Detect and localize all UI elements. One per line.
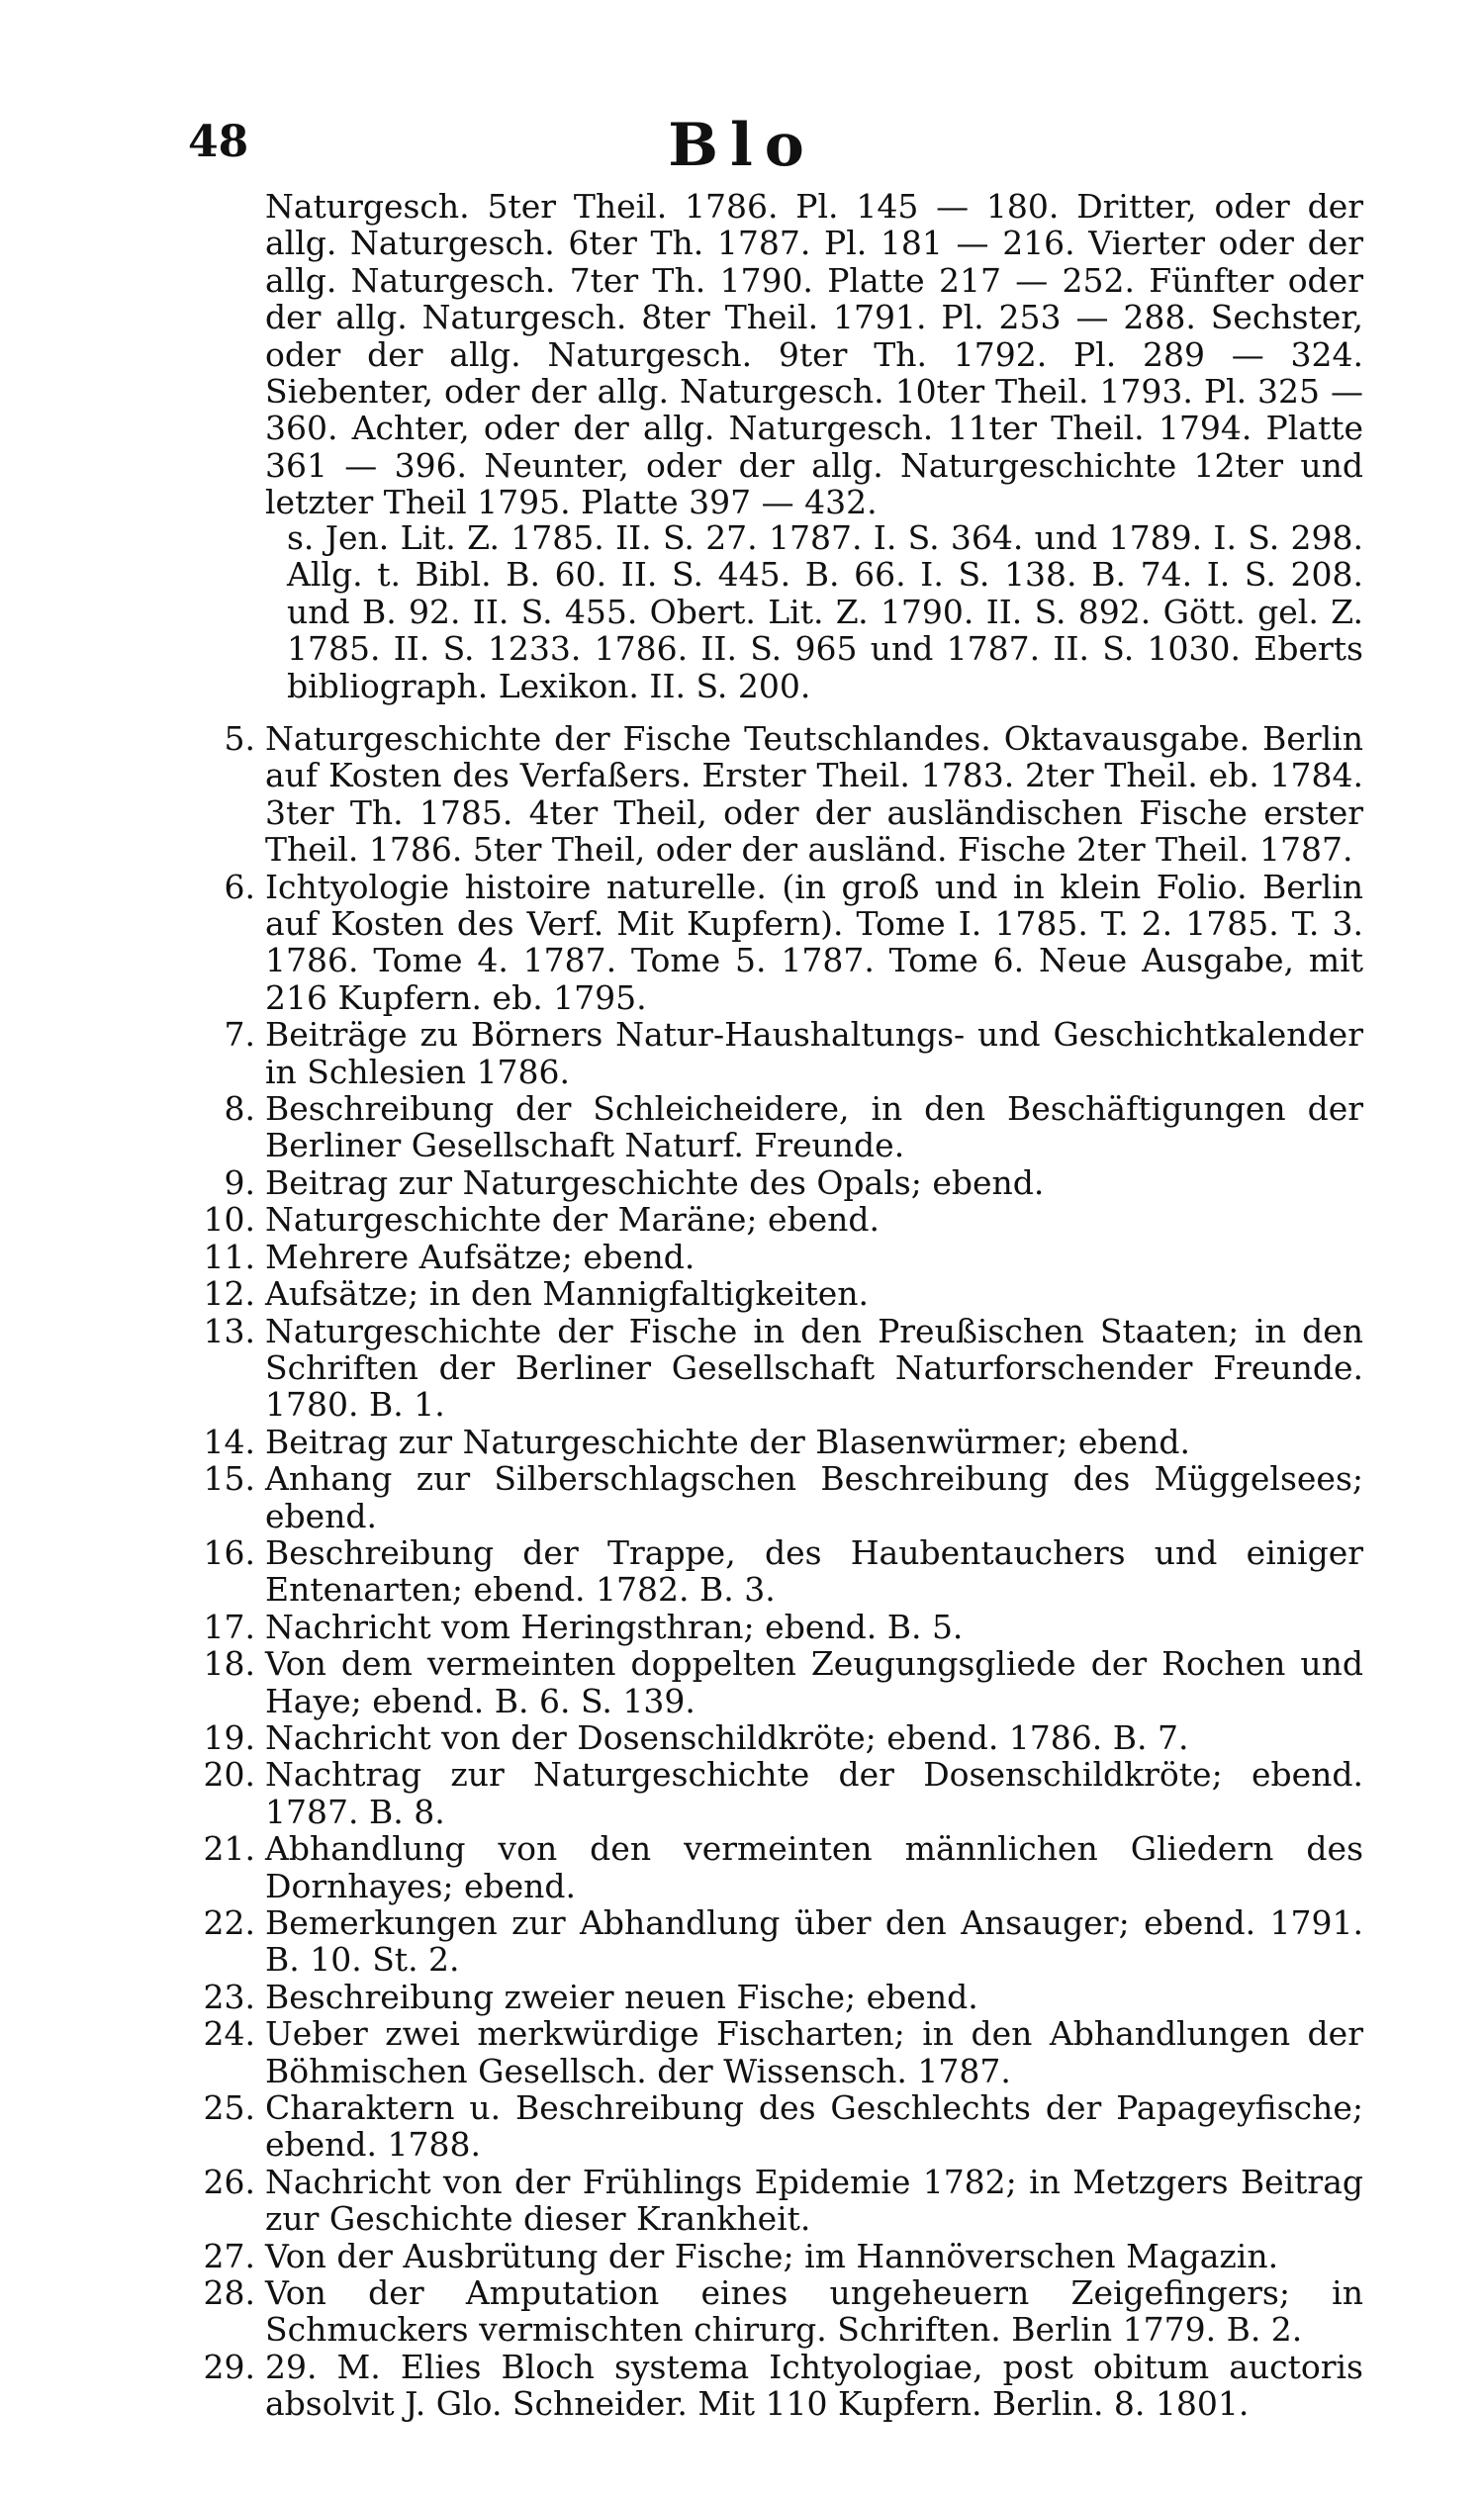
entry-text: Bemerkungen zur Abhandlung über den Ansauger; ebend. 1791. B. 10. St. 2. [265,1903,1363,1980]
list-item [198,869,1363,1017]
list-item [198,1904,1363,1979]
list-item [198,720,1363,869]
entry-text: Ueber zwei merkwürdige Fischarten; in den Abhandlungen der Böhmischen Gesellsch. der Wissensch. 1787. [265,2014,1363,2090]
list-item [198,1534,1363,1609]
running-head: Blo [668,111,816,180]
list-item [198,2349,1363,2423]
entry-number: 16. [203,1532,255,1572]
entry-text: 29. M. Elies Bloch systema Ichtyologiae, post obitum auctoris absolvit J. Glo. Schneider. Mit 110 Kupfern. Berlin. 8. 1801. [265,2347,1363,2424]
entry-text: Ichtyologie histoire naturelle. (in groß und in klein Folio. Berlin auf Kosten des Verf. Mit Kupfern). Tome I. 1785. T. 2. 1785. T. 3. 1786. Tome 4. 1787. Tome 5. 1787. Tome 6. Neue Ausgabe, mit 216 Kupfern. eb. 1795. [265,867,1363,1017]
list-item [198,1275,1363,1312]
entry-number: 29. [203,2347,255,2386]
entry-text: Beitrag zur Naturgeschichte des Opals; ebend. [265,1162,1045,1202]
numbered-entry-list [198,720,1363,2423]
entry-text: Von der Ausbrütung der Fische; im Hannöverschen Magazin. [265,2236,1279,2275]
entry-number: 20. [203,1755,255,1795]
list-item [198,2089,1363,2164]
list-item [198,1239,1363,1275]
entry-number: 11. [203,1237,255,1276]
list-item [198,1164,1363,1201]
list-item [198,1830,1363,1904]
list-item [198,2164,1363,2238]
entry-text: Beschreibung der Trappe, des Haubentauchers und einiger Entenarten; ebend. 1782. B. 3. [265,1532,1363,1610]
list-item [198,1424,1363,1460]
list-item [198,1090,1363,1164]
entry-text: Naturgeschichte der Fische Teutschlandes. Oktavausgabe. Berlin auf Kosten des Verfaßers. Erster Theil. 1783. 2ter Theil. eb. 1784. 3ter Th. 1785. 4ter Theil, oder der ausländischen Fische erster Theil. 1786. 5ter Theil, oder der ausländ. Fische 2ter Theil. 1787. [265,719,1363,870]
entry-number: 10. [203,1200,255,1240]
continued-entry-text: Naturgesch. 5ter Theil. 1786. Pl. 145 — 180. Dritter, oder der allg. Naturgesch. 6ter Th. 1787. Pl. 181 — 216. Vierter oder der allg. Naturgesch. 7ter Th. 1790. Platte 217 — 252. Fünfter oder der allg. Naturgesch. 8ter Theil. 1791. Pl. 253 — 288. Sechster, oder der allg. Naturgesch. 9ter Th. 1792. Pl. 289 — 324. Siebenter, oder der allg. Naturgesch. 10ter Theil. 1793. Pl. 325 — 360. Achter, oder der allg. Naturgesch. 11ter Theil. 1794. Platte 361 — 396. Neunter, oder der allg. Naturgeschichte 12ter und letzter Theil 1795. Platte 397 — 432. [265,187,1363,522]
list-item [198,1756,1363,1830]
list-item [198,1016,1363,1090]
entry-number: 18. [203,1644,255,1684]
list-item [198,2015,1363,2089]
entry-text: Abhandlung von den vermeinten männlichen Gliedern des Dornhayes; ebend. [265,1829,1363,1905]
entry-text: Nachricht von der Frühlings Epidemie 1782; in Metzgers Beitrag zur Geschichte dieser Krankheit. [265,2162,1363,2239]
entry-number: 13. [203,1311,255,1350]
entry-text: Nachtrag zur Naturgeschichte der Dosenschildkröte; ebend. 1787. B. 8. [265,1755,1363,1831]
entry-number: 5. [224,719,255,758]
entry-number: 27. [203,2236,255,2275]
entry-number: 21. [203,1829,255,1869]
entry-text: Naturgeschichte der Maräne; ebend. [265,1200,881,1240]
entry-text: Von der Amputation eines ungeheuern Zeigefingers; in Schmuckers vermischten chirurg. Schriften. Berlin 1779. B. 2. [265,2273,1363,2350]
entry-number: 14. [203,1422,255,1461]
entry-number: 6. [224,867,255,906]
page-number: 48 [188,117,249,167]
list-item [198,2274,1363,2349]
entry-text: Naturgeschichte der Fische in den Preußischen Staaten; in den Schriften der Berliner Gesellschaft Naturforschender Freunde. 1780. B. 1. [265,1311,1363,1425]
entry-number: 24. [203,2014,255,2054]
entry-number: 12. [203,1274,255,1314]
entry-text: Beitrag zur Naturgeschichte der Blasenwürmer; ebend. [265,1422,1190,1461]
entry-text: Mehrere Aufsätze; ebend. [265,1237,696,1276]
entry-text: Beschreibung zweier neuen Fische; ebend. [265,1977,978,2016]
list-item [198,1201,1363,1238]
list-item [198,1645,1363,1719]
list-item [198,1979,1363,2015]
entry-text: Nachricht von der Dosenschildkröte; ebend. 1786. B. 7. [265,1717,1189,1757]
entry-text: Nachricht vom Heringsthran; ebend. B. 5. [265,1607,964,1646]
entry-number: 26. [203,2162,255,2201]
reference-note: s. Jen. Lit. Z. 1785. II. S. 27. 1787. I. S. 364. und 1789. I. S. 298. Allg. t. Bibl. B. 60. II. S. 445. B. 66. I. S. 138. B. 74. I. S. 208. und B. 92. II. S. 455. Obert. Lit. Z. 1790. II. S. 892. Gött. gel. Z. 1785. II. S. 1233. 1786. II. S. 965 und 1787. II. S. 1030. Eberts bibliograph. Lexikon. II. S. 200. [287,518,1363,705]
entry-number: 25. [203,2088,255,2128]
entry-number: 17. [203,1607,255,1646]
entry-number: 15. [203,1459,255,1499]
entry-number: 23. [203,1977,255,2016]
entry-text: Von dem vermeinten doppelten Zeugungsgliede der Rochen und Haye; ebend. B. 6. S. 139. [265,1644,1363,1720]
entry-number: 9. [224,1162,255,1202]
entry-number: 28. [203,2273,255,2313]
entry-number: 7. [224,1015,255,1055]
list-item [198,2238,1363,2274]
list-item [198,1313,1363,1424]
entry-text: Anhang zur Silberschlagschen Beschreibung des Müggelsees; ebend. [265,1459,1363,1535]
entry-text: Beschreibung der Schleicheidere, in den Beschäftigungen der Berliner Gesellschaft Naturf. Freunde. [265,1089,1363,1165]
entry-number: 8. [224,1089,255,1129]
list-item [198,1460,1363,1534]
entry-number: 19. [203,1717,255,1757]
list-item [198,1719,1363,1756]
entry-number: 22. [203,1903,255,1942]
entry-text: Beiträge zu Börners Natur-Haushaltungs- und Geschichtkalender in Schlesien 1786. [265,1015,1363,1091]
entry-text: Aufsätze; in den Mannigfaltigkeiten. [265,1274,870,1314]
list-item [198,1609,1363,1645]
entry-text: Charaktern u. Beschreibung des Geschlechts der Papageyfische; ebend. 1788. [265,2088,1363,2165]
